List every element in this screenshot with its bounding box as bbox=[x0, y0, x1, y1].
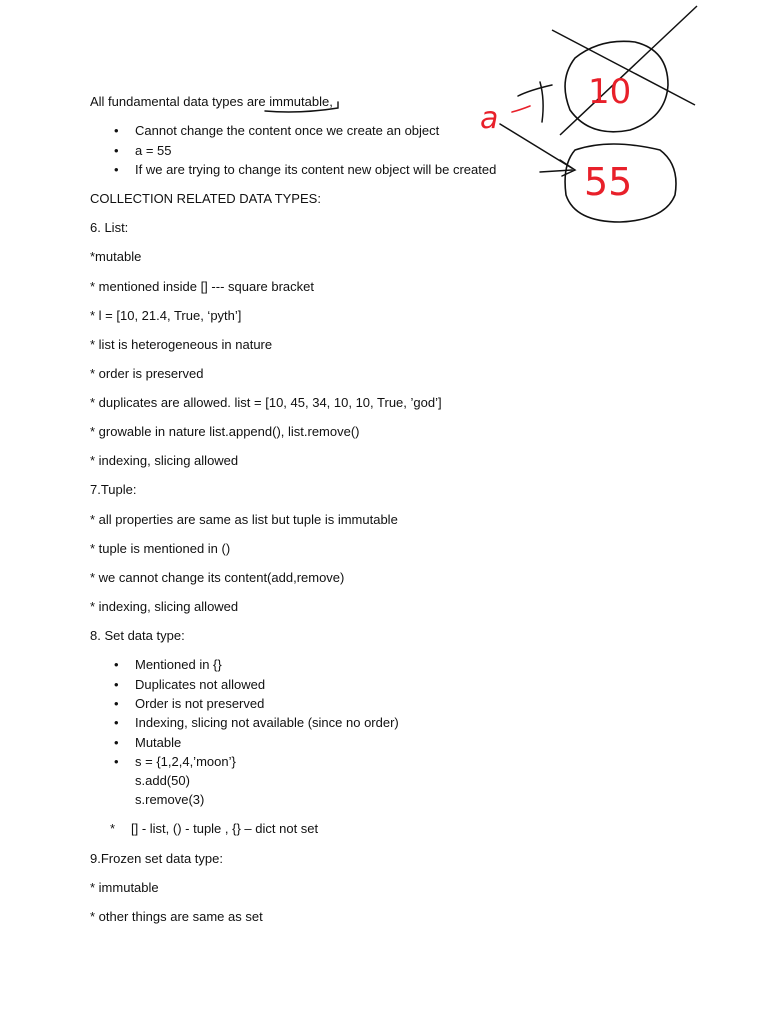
tuple-line: * all properties are same as list but tuple is immutable bbox=[90, 512, 398, 527]
set-summary-bullet: * [] - list, () - tuple , {} – dict not set bbox=[110, 821, 319, 836]
list-heading: 6. List: bbox=[90, 220, 129, 235]
set-heading: 8. Set data type: bbox=[90, 628, 185, 643]
frozen-heading: 9.Frozen set data type: bbox=[90, 851, 223, 866]
intro-lead: All fundamental data types are bbox=[90, 94, 270, 109]
list-line: * l = [10, 21.4, True, ‘pyth’] bbox=[90, 308, 242, 323]
intro-emphasis: immutable, bbox=[269, 94, 333, 109]
bullet-dot: • bbox=[114, 123, 119, 138]
list-line: * growable in nature list.append(), list.remove() bbox=[90, 424, 360, 439]
bullet-dot: • bbox=[114, 715, 119, 730]
arrow-stroke bbox=[518, 82, 552, 122]
bullet-dot: • bbox=[114, 677, 119, 692]
bullet-dot: • bbox=[114, 162, 119, 177]
red-stroke bbox=[512, 106, 530, 112]
list-line: * order is preserved bbox=[90, 366, 204, 381]
tuple-line: * indexing, slicing allowed bbox=[90, 599, 239, 614]
star-marker: * bbox=[110, 821, 116, 836]
bullet-dot: • bbox=[114, 754, 119, 769]
collection-heading: COLLECTION RELATED DATA TYPES: bbox=[90, 191, 321, 206]
bullet-dot: • bbox=[114, 657, 119, 672]
handwritten-variable: a bbox=[480, 101, 499, 136]
list-line: * mentioned inside [] --- square bracket bbox=[90, 279, 314, 294]
bullet-dot: • bbox=[114, 735, 119, 750]
document-page: All fundamental data types are immutable, • Cannot change the content once we create an object • a = 55 • If we are trying to change its content new object will be created COLLECTION RELATED DATA TYPES: 6. List: *mutable * mentioned inside [] --- square bracket * l = [10, 21.4, True, ‘pyth’] * list is heterogeneous in nature * order is preserved * duplicates are allowed. list = [10, 45, 34, 10, 10, True, ’god’] * growable in nature list.append(), list.remove() * indexing, slicing allowed 7.Tuple: * all properties are same as list but tuple is immutable * tuple is mentioned in () * we cannot change its content(add,remove) * indexing, slicing allowed 8. Set data type: • Mentioned in {} • Duplicates not allowed • Order is not preserved • Indexing, slicing not available (since no order) • Mutable • s = {1,2,4,’moon’} s.add(50) s.remove(3) * [] - list, () - tuple , {} – dict not set 9.Frozen set data type: * immutable * other things are same as set a 10 55 bbox=[0, 0, 768, 1024]
list-line: * list is heterogeneous in nature bbox=[90, 337, 273, 352]
arrow-stroke bbox=[540, 170, 572, 172]
list-line: *mutable bbox=[90, 249, 142, 264]
list-line: * duplicates are allowed. list = [10, 45, 34, 10, 10, True, ’god’] bbox=[90, 395, 442, 410]
handwritten-new-value: 55 bbox=[584, 160, 633, 204]
frozen-line: * other things are same as set bbox=[90, 909, 263, 924]
list-line: * indexing, slicing allowed bbox=[90, 453, 239, 468]
underline-stroke bbox=[265, 102, 338, 112]
tuple-heading: 7.Tuple: bbox=[90, 482, 137, 497]
bullet-dot: • bbox=[114, 143, 119, 158]
set-code-line: s.remove(3) bbox=[135, 792, 205, 807]
set-code-line: s.add(50) bbox=[135, 773, 190, 788]
handwritten-old-value: 10 bbox=[588, 72, 632, 112]
frozen-line: * immutable bbox=[90, 880, 159, 895]
bullet-dot: • bbox=[114, 696, 119, 711]
tuple-line: * we cannot change its content(add,remove) bbox=[90, 570, 345, 585]
cross-out-stroke bbox=[560, 6, 697, 135]
tuple-line: * tuple is mentioned in () bbox=[90, 541, 231, 556]
